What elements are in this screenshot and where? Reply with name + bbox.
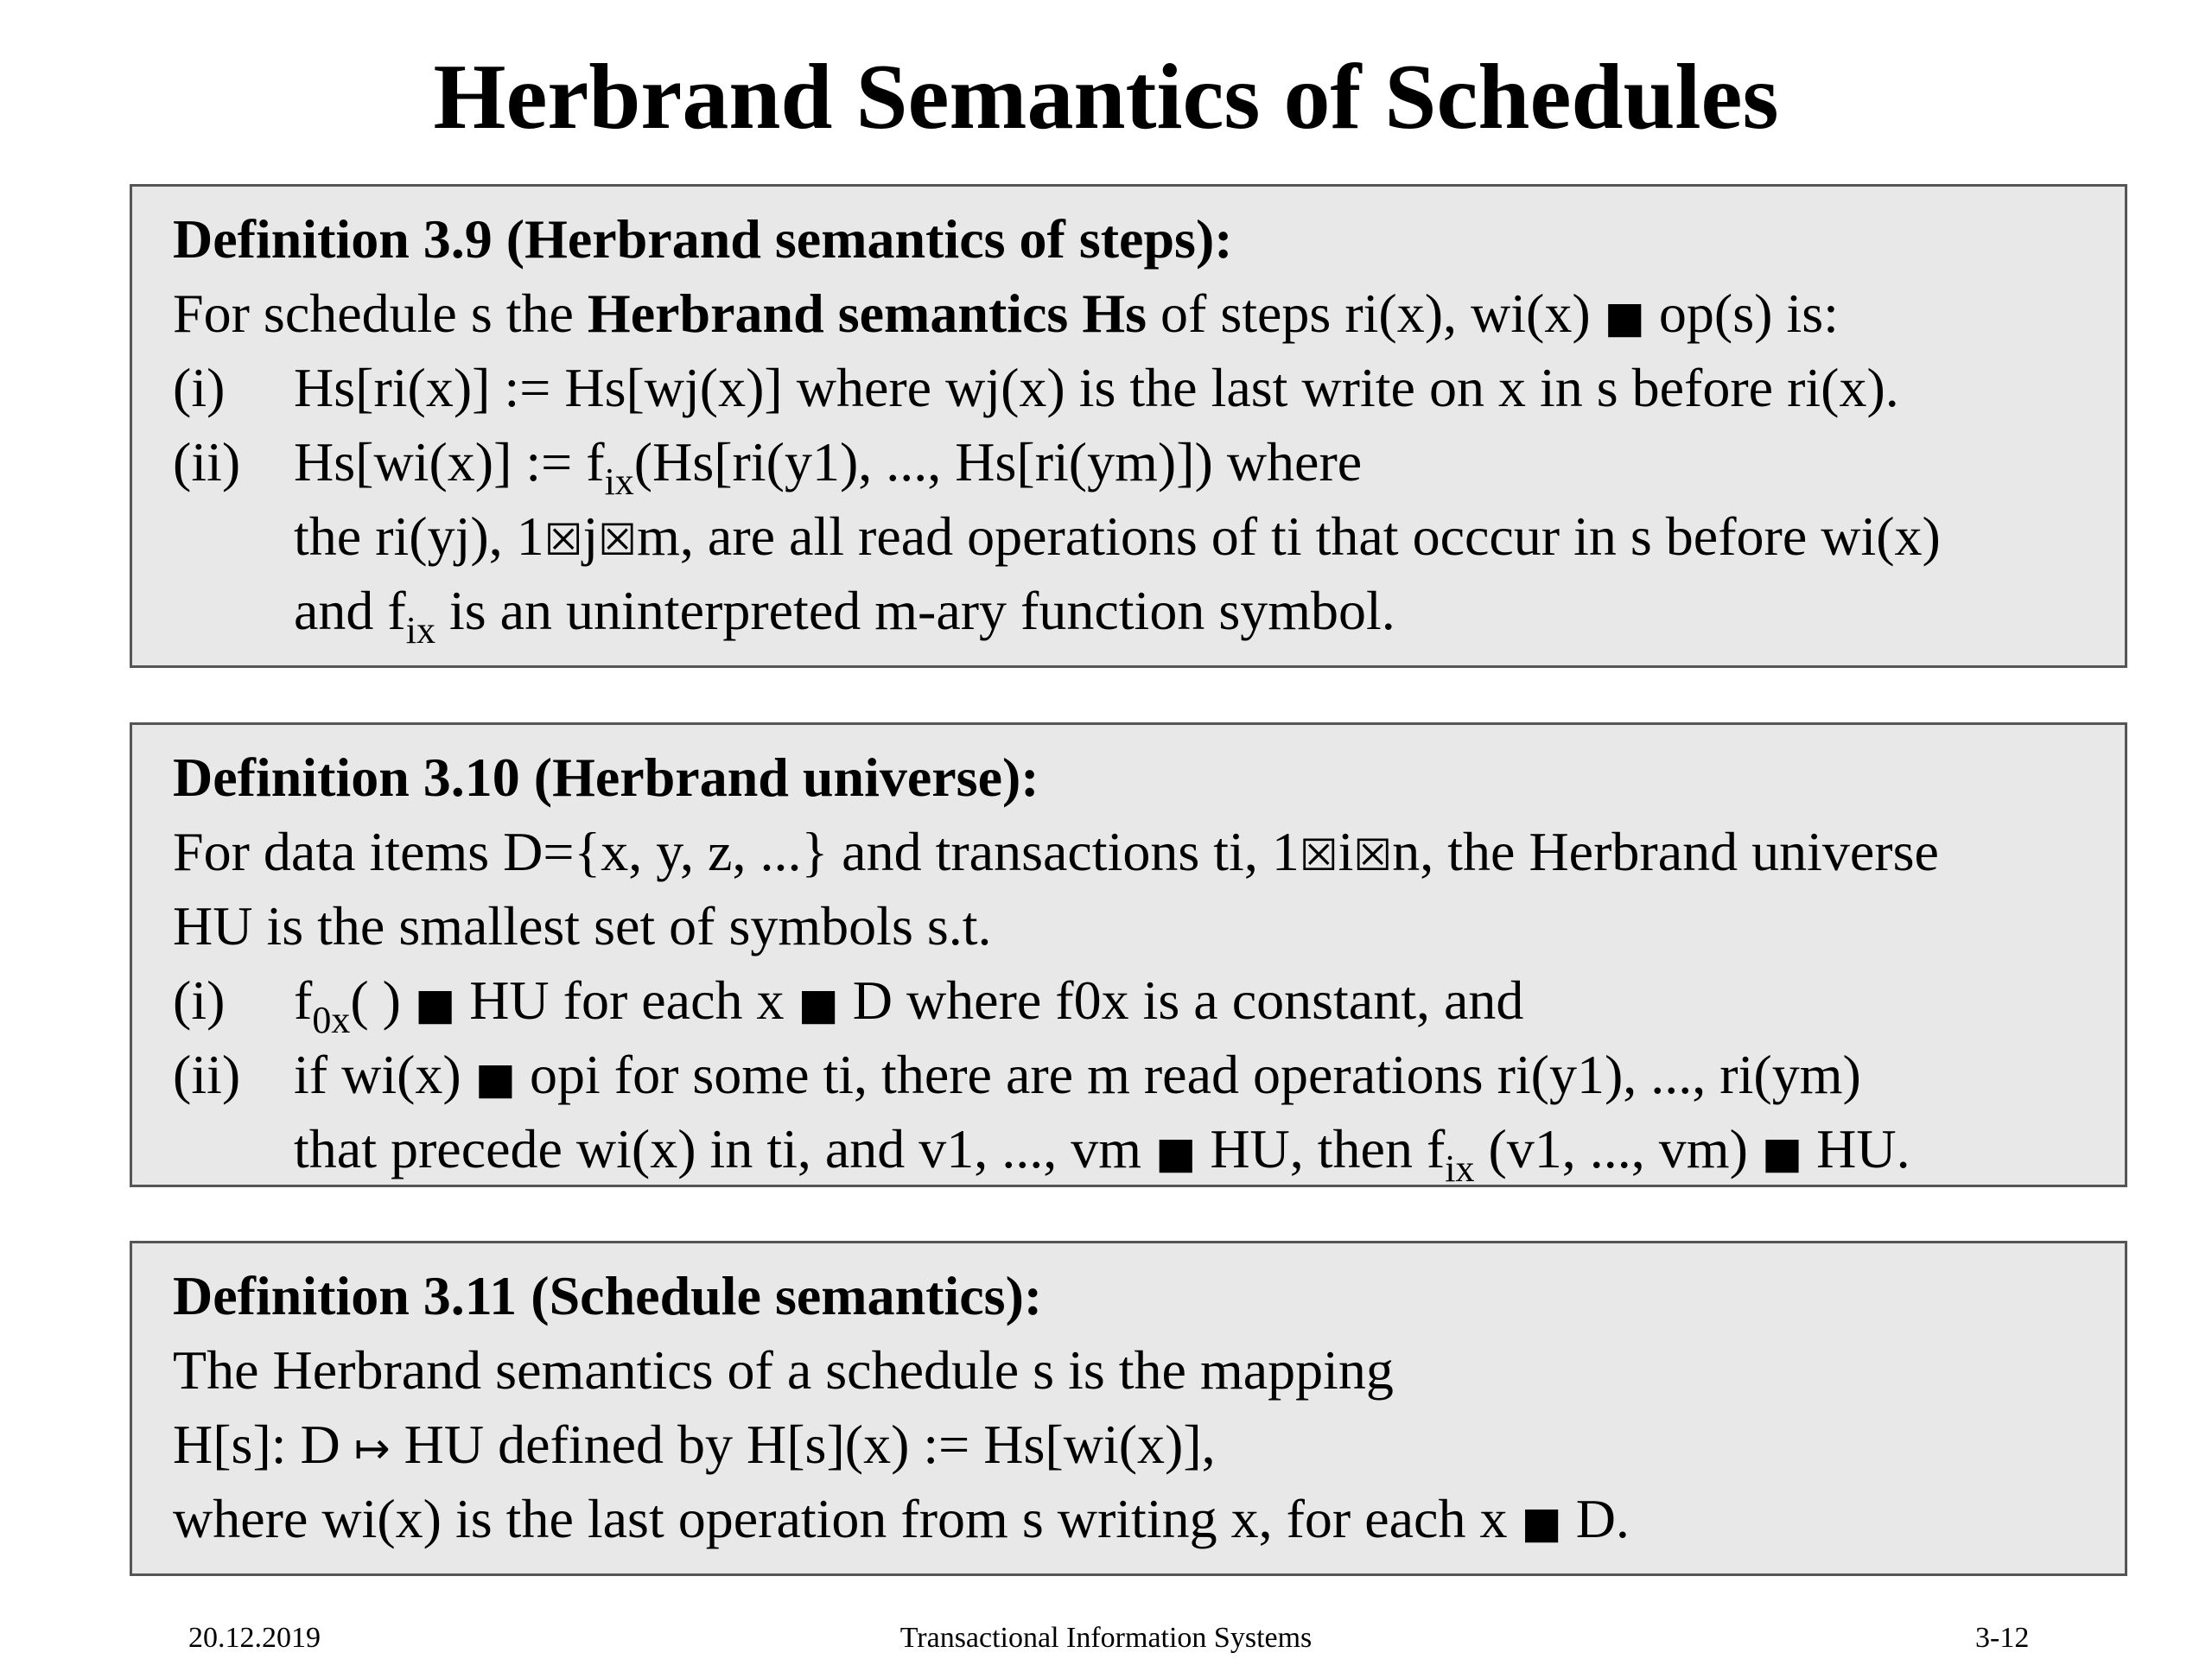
element-of-icon: ■: [474, 1053, 516, 1103]
definition-3-11-line-3: where wi(x) is the last operation from s writing x, for each x ■ D.: [173, 1488, 1630, 1549]
definition-3-10-box: [130, 722, 2127, 1190]
footer-date: 20.12.2019: [188, 1622, 321, 1654]
element-of-icon: ■: [1604, 292, 1645, 342]
definition-3-10-line-1: For data items D={x, y, z, ...} and transactions ti, 1☒i☒n, the Herbrand universe: [173, 821, 1939, 882]
definition-3-9-item-i: (i) Hs[ri(x)] := Hs[wj(x)] where wj(x) is the last write on x in s before ri(x).: [173, 357, 1899, 418]
leq-icon: ☒: [1299, 830, 1338, 880]
maps-to-icon: ↦: [353, 1423, 391, 1473]
definition-3-11-line-1: The Herbrand semantics of a schedule s is the mapping: [173, 1339, 1394, 1401]
definition-3-11-heading: Definition 3.11 (Schedule semantics):: [173, 1265, 1043, 1326]
element-of-icon: ■: [798, 979, 839, 1029]
definition-3-9-line-1: For schedule s the Herbrand semantics Hs of steps ri(x), wi(x) ■ op(s) is:: [173, 283, 1839, 344]
leq-icon: ☒: [598, 515, 638, 565]
footer-page-number: 3-12: [1975, 1622, 2030, 1654]
leq-icon: ☒: [543, 515, 583, 565]
element-of-icon: ■: [1761, 1128, 1803, 1178]
definition-3-10-item-ii: (ii) if wi(x) ■ opi for some ti, there are m read operations ri(y1), ..., ri(ym): [173, 1044, 1861, 1105]
definition-3-10-line-2: HU is the smallest set of symbols s.t.: [173, 895, 992, 957]
definition-3-9-line-6: and $f_{ix}$ is an uninterpreted m-ary function symbol.: [294, 580, 1395, 652]
slide-title: Herbrand Semantics of Schedules: [433, 46, 1779, 149]
definition-3-11-line-2: H[s]: D ↦ HU defined by H[s](x) := Hs[wi(x)],: [173, 1414, 1216, 1475]
definition-3-10-line-5: that precede wi(x) in ti, and v1, ..., vm ■ HU, then $f_{ix}$ (v1, ..., vm) ■ HU.: [294, 1118, 1910, 1190]
leq-icon: ☒: [1353, 830, 1393, 880]
element-of-icon: ■: [1521, 1497, 1562, 1548]
definition-3-11-box: [130, 1241, 2127, 1576]
definition-3-10-heading: Definition 3.10 (Herbrand universe):: [173, 747, 1039, 808]
definition-3-9-item-ii: (ii) Hs[wi(x)] := $f_{ix}(Hs[ri(y1)$, ..., Hs[ri(ym)]) where: [173, 431, 1363, 503]
element-of-icon: ■: [414, 979, 456, 1029]
element-of-icon: ■: [1155, 1128, 1197, 1178]
definition-3-9-line-5: the ri(yj), 1☒j☒m, are all read operations of ti that occcur in s before wi(x): [294, 505, 1941, 567]
definition-3-10-item-i: (i) $f_{0x}$( ) ■ HU for each x ■ D where f0x is a constant, and: [173, 969, 1524, 1041]
definition-3-9-box: [130, 184, 2127, 668]
definition-3-9-heading: Definition 3.9 (Herbrand semantics of steps):: [173, 208, 1233, 270]
footer-title: Transactional Information Systems: [899, 1622, 1313, 1654]
